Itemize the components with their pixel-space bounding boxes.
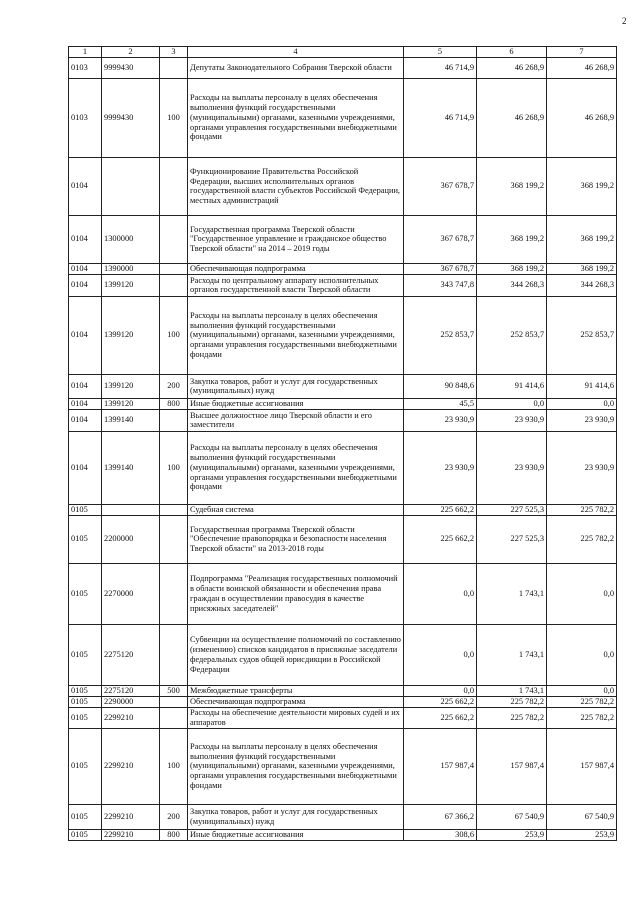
table-row (69, 804, 617, 829)
table-row (69, 409, 617, 431)
target-code: 1399120 (102, 274, 160, 296)
amount-col-5: 23 930,9 (404, 431, 477, 504)
section-code: 0104 (69, 296, 102, 374)
amount-col-7: 225 782,2 (547, 707, 617, 728)
section-code: 0103 (69, 78, 102, 157)
table-row (69, 696, 617, 707)
item-description: Закупка товаров, работ и услуг для государственных (муниципальных) нужд (188, 374, 404, 398)
expense-type-code (160, 215, 188, 263)
item-description: Судебная система (188, 504, 404, 515)
target-code: 1399140 (102, 431, 160, 504)
amount-col-6: 157 987,4 (477, 728, 547, 804)
item-description: Расходы на выплаты персоналу в целях обеспечения выполнения функций государственными (муниципальными) органами, казенными учреждениями, органами управления государственными внебюджетными фондами (188, 296, 404, 374)
item-description: Расходы на выплаты персоналу в целях обеспечения выполнения функций государственными (муниципальными) органами, казенными учреждениями, органами управления государственными внебюджетными фондами (188, 78, 404, 157)
target-code: 1390000 (102, 263, 160, 274)
amount-col-7: 344 268,3 (547, 274, 617, 296)
section-code: 0104 (69, 374, 102, 398)
expense-type-code (160, 515, 188, 563)
expense-type-code (160, 624, 188, 685)
target-code: 1399120 (102, 296, 160, 374)
table-row (69, 398, 617, 409)
amount-col-5: 225 662,2 (404, 515, 477, 563)
table-row (69, 707, 617, 728)
target-code: 2275120 (102, 624, 160, 685)
item-description: Расходы по центральному аппарату исполнительных органов государственной власти Тверской области (188, 274, 404, 296)
item-description: Подпрограмма "Реализация государственных полномочий в области воинской обязанности и обеспечения права граждан в осуществлении правосудия в качестве присяжных заседателей" (188, 563, 404, 624)
expense-type-code (160, 57, 188, 78)
table-row (69, 431, 617, 504)
budget-table (68, 46, 617, 841)
item-description: Функционирование Правительства Российской Федерации, высших исполнительных органов государственной власти субъектов Российской Федерации, местных администраций (188, 157, 404, 215)
item-description: Обеспечивающая подпрограмма (188, 263, 404, 274)
amount-col-5: 308,6 (404, 829, 477, 840)
expense-type-code (160, 563, 188, 624)
amount-col-5: 45,5 (404, 398, 477, 409)
section-code: 0105 (69, 685, 102, 696)
amount-col-6: 368 199,2 (477, 215, 547, 263)
header-cell: 3 (160, 47, 188, 58)
table-row (69, 263, 617, 274)
table-row (69, 157, 617, 215)
table-row (69, 685, 617, 696)
amount-col-6: 227 525,3 (477, 504, 547, 515)
header-cell: 2 (102, 47, 160, 58)
header-cell: 7 (547, 47, 617, 58)
item-description: Государственная программа Тверской области "Государственное управление и гражданское общество Тверской области" на 2014 – 2019 годы (188, 215, 404, 263)
table-row (69, 829, 617, 840)
target-code: 2200000 (102, 515, 160, 563)
amount-col-7: 368 199,2 (547, 263, 617, 274)
amount-col-6: 368 199,2 (477, 263, 547, 274)
amount-col-5: 225 662,2 (404, 707, 477, 728)
amount-col-5: 90 848,6 (404, 374, 477, 398)
target-code: 2275120 (102, 685, 160, 696)
target-code (102, 157, 160, 215)
amount-col-7: 157 987,4 (547, 728, 617, 804)
target-code: 1399120 (102, 374, 160, 398)
amount-col-6: 67 540,9 (477, 804, 547, 829)
amount-col-7: 0,0 (547, 624, 617, 685)
section-code: 0105 (69, 707, 102, 728)
expense-type-code (160, 409, 188, 431)
expense-type-code (160, 274, 188, 296)
amount-col-6: 23 930,9 (477, 431, 547, 504)
section-code: 0105 (69, 624, 102, 685)
target-code: 1399120 (102, 398, 160, 409)
amount-col-6: 91 414,6 (477, 374, 547, 398)
amount-col-6: 252 853,7 (477, 296, 547, 374)
target-code: 2270000 (102, 563, 160, 624)
amount-col-7: 46 268,9 (547, 57, 617, 78)
amount-col-7: 368 199,2 (547, 157, 617, 215)
amount-col-5: 225 662,2 (404, 504, 477, 515)
table-row (69, 504, 617, 515)
amount-col-7: 225 782,2 (547, 515, 617, 563)
amount-col-6: 344 268,3 (477, 274, 547, 296)
section-code: 0105 (69, 728, 102, 804)
amount-col-6: 225 782,2 (477, 707, 547, 728)
expense-type-code (160, 696, 188, 707)
amount-col-7: 0,0 (547, 398, 617, 409)
expense-type-code: 100 (160, 78, 188, 157)
expense-type-code: 100 (160, 296, 188, 374)
amount-col-7: 0,0 (547, 563, 617, 624)
header-cell: 5 (404, 47, 477, 58)
amount-col-5: 225 662,2 (404, 696, 477, 707)
expense-type-code (160, 504, 188, 515)
item-description: Иные бюджетные ассигнования (188, 829, 404, 840)
section-code: 0105 (69, 515, 102, 563)
table-header-row (69, 47, 617, 58)
expense-type-code: 800 (160, 398, 188, 409)
amount-col-5: 0,0 (404, 624, 477, 685)
item-description: Субвенции на осуществление полномочий по составлению (изменению) списков кандидатов в присяжные заседатели федеральных судов общей юрисдикции в Российской Федерации (188, 624, 404, 685)
table-row (69, 624, 617, 685)
section-code: 0105 (69, 829, 102, 840)
item-description: Иные бюджетные ассигнования (188, 398, 404, 409)
expense-type-code: 200 (160, 804, 188, 829)
expense-type-code: 200 (160, 374, 188, 398)
item-description: Расходы на выплаты персоналу в целях обеспечения выполнения функций государственными (муниципальными) органами, казенными учреждениями, органами управления государственными внебюджетными фондами (188, 728, 404, 804)
amount-col-5: 0,0 (404, 685, 477, 696)
expense-type-code: 800 (160, 829, 188, 840)
expense-type-code (160, 707, 188, 728)
table-row (69, 374, 617, 398)
amount-col-6: 1 743,1 (477, 624, 547, 685)
section-code: 0105 (69, 696, 102, 707)
amount-col-6: 1 743,1 (477, 563, 547, 624)
target-code: 2299210 (102, 804, 160, 829)
amount-col-6: 253,9 (477, 829, 547, 840)
table-row (69, 515, 617, 563)
target-code: 2290000 (102, 696, 160, 707)
item-description: Закупка товаров, работ и услуг для государственных (муниципальных) нужд (188, 804, 404, 829)
amount-col-6: 1 743,1 (477, 685, 547, 696)
amount-col-6: 46 268,9 (477, 78, 547, 157)
target-code: 2299210 (102, 707, 160, 728)
header-cell: 1 (69, 47, 102, 58)
table-row (69, 296, 617, 374)
amount-col-5: 252 853,7 (404, 296, 477, 374)
section-code: 0105 (69, 804, 102, 829)
section-code: 0105 (69, 563, 102, 624)
target-code: 2299210 (102, 829, 160, 840)
amount-col-5: 367 678,7 (404, 215, 477, 263)
amount-col-6: 368 199,2 (477, 157, 547, 215)
expense-type-code (160, 157, 188, 215)
amount-col-7: 91 414,6 (547, 374, 617, 398)
amount-col-7: 225 782,2 (547, 696, 617, 707)
section-code: 0104 (69, 215, 102, 263)
expense-type-code: 100 (160, 728, 188, 804)
target-code: 1399140 (102, 409, 160, 431)
amount-col-7: 253,9 (547, 829, 617, 840)
target-code: 1300000 (102, 215, 160, 263)
section-code: 0105 (69, 504, 102, 515)
amount-col-7: 368 199,2 (547, 215, 617, 263)
section-code: 0104 (69, 398, 102, 409)
item-description: Обеспечивающая подпрограмма (188, 696, 404, 707)
expense-type-code (160, 263, 188, 274)
expense-type-code: 500 (160, 685, 188, 696)
table-row (69, 215, 617, 263)
amount-col-7: 23 930,9 (547, 431, 617, 504)
section-code: 0104 (69, 157, 102, 215)
header-cell: 4 (188, 47, 404, 58)
target-code: 2299210 (102, 728, 160, 804)
amount-col-6: 225 782,2 (477, 696, 547, 707)
amount-col-7: 46 268,9 (547, 78, 617, 157)
amount-col-5: 46 714,9 (404, 78, 477, 157)
table-row (69, 78, 617, 157)
amount-col-5: 67 366,2 (404, 804, 477, 829)
item-description: Межбюджетные трансферты (188, 685, 404, 696)
header-cell: 6 (477, 47, 547, 58)
amount-col-6: 227 525,3 (477, 515, 547, 563)
amount-col-5: 157 987,4 (404, 728, 477, 804)
amount-col-6: 23 930,9 (477, 409, 547, 431)
table-row (69, 57, 617, 78)
amount-col-7: 225 782,2 (547, 504, 617, 515)
expense-type-code: 100 (160, 431, 188, 504)
section-code: 0104 (69, 274, 102, 296)
amount-col-6: 0,0 (477, 398, 547, 409)
amount-col-7: 23 930,9 (547, 409, 617, 431)
target-code (102, 504, 160, 515)
item-description: Депутаты Законодательного Собрания Тверской области (188, 57, 404, 78)
amount-col-5: 343 747,8 (404, 274, 477, 296)
amount-col-5: 0,0 (404, 563, 477, 624)
amount-col-5: 367 678,7 (404, 157, 477, 215)
table-row (69, 274, 617, 296)
table-row (69, 563, 617, 624)
amount-col-7: 67 540,9 (547, 804, 617, 829)
target-code: 9999430 (102, 78, 160, 157)
amount-col-6: 46 268,9 (477, 57, 547, 78)
amount-col-5: 367 678,7 (404, 263, 477, 274)
section-code: 0104 (69, 409, 102, 431)
section-code: 0104 (69, 431, 102, 504)
amount-col-5: 46 714,9 (404, 57, 477, 78)
target-code: 9999430 (102, 57, 160, 78)
item-description: Расходы на выплаты персоналу в целях обеспечения выполнения функций государственными (муниципальными) органами, казенными учреждениями, органами управления государственными внебюджетными фондами (188, 431, 404, 504)
item-description: Расходы на обеспечение деятельности мировых судей и их аппаратов (188, 707, 404, 728)
amount-col-7: 252 853,7 (547, 296, 617, 374)
amount-col-7: 0,0 (547, 685, 617, 696)
item-description: Государственная программа Тверской области "Обеспечение правопорядка и безопасности населения Тверской области" на 2013-2018 годы (188, 515, 404, 563)
table-row (69, 728, 617, 804)
amount-col-5: 23 930,9 (404, 409, 477, 431)
section-code: 0104 (69, 263, 102, 274)
item-description: Высшее должностное лицо Тверской области и его заместители (188, 409, 404, 431)
page-number: 2 (622, 16, 627, 26)
section-code: 0103 (69, 57, 102, 78)
